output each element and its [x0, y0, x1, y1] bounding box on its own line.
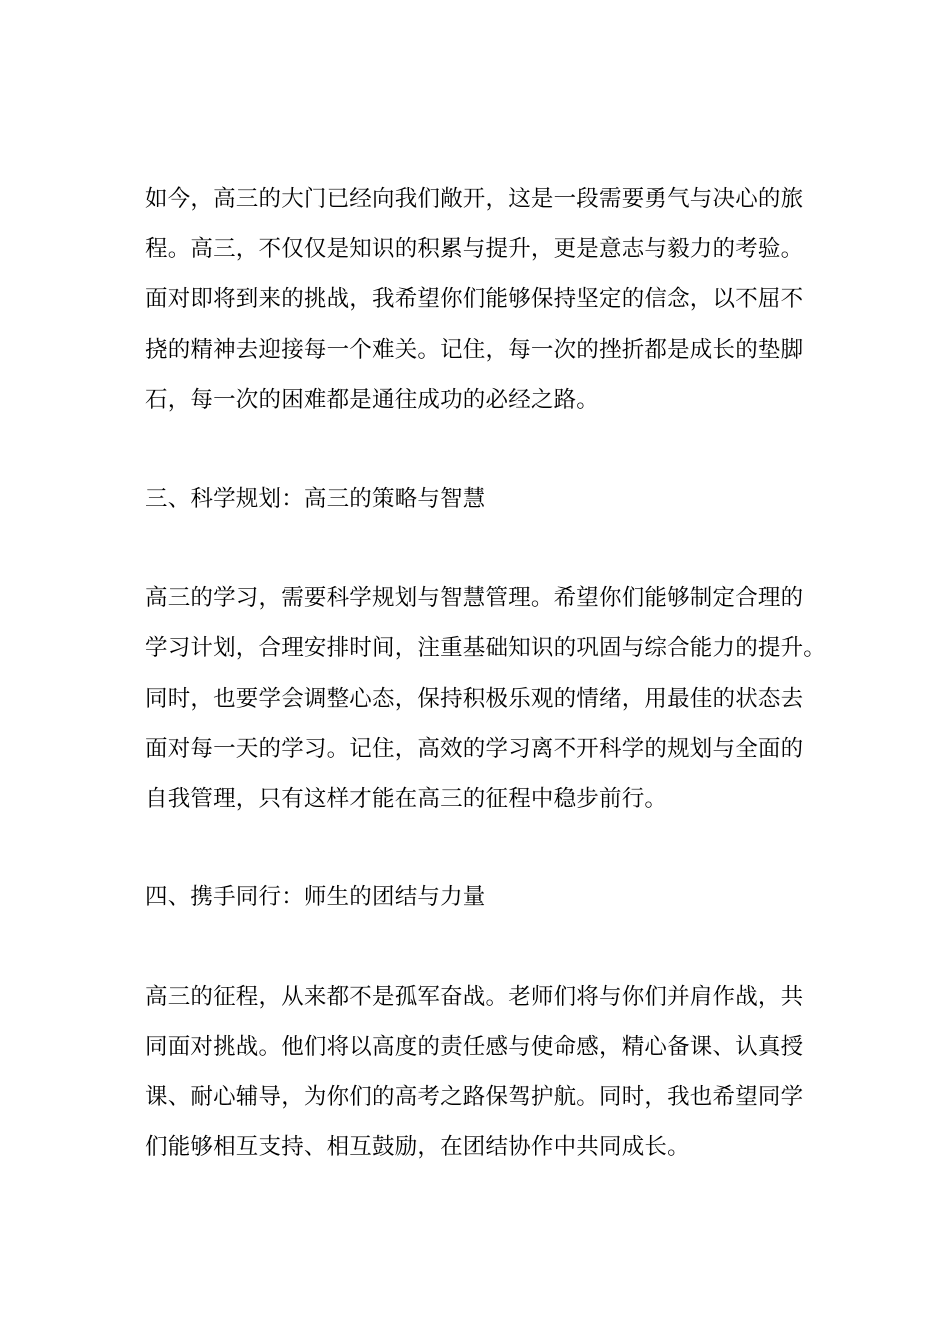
text-line: 们能够相互支持、相互鼓励，在团结协作中共同成长。 [145, 1134, 690, 1160]
text-line: 如今，高三的大门已经向我们敞开，这是一段需要勇气与决心的旅 [145, 186, 804, 212]
text-line: 课、耐心辅导，为你们的高考之路保驾护航。同时，我也希望同学 [145, 1084, 804, 1110]
section-heading-4: 四、携手同行：师生的团结与力量 [145, 884, 486, 910]
text-line: 学习计划，合理安排时间，注重基础知识的巩固与综合能力的提升。 [145, 635, 827, 661]
text-line: 面对即将到来的挑战，我希望你们能够保持坚定的信念，以不屈不 [145, 286, 804, 312]
text-line: 自我管理，只有这样才能在高三的征程中稳步前行。 [145, 786, 668, 812]
text-line: 挠的精神去迎接每一个难关。记住，每一次的挫折都是成长的垫脚 [145, 337, 804, 363]
section-heading-3: 三、科学规划：高三的策略与智慧 [145, 486, 486, 512]
text-line: 程。高三，不仅仅是知识的积累与提升，更是意志与毅力的考验。 [145, 236, 804, 262]
text-line: 高三的征程，从来都不是孤军奋战。老师们将与你们并肩作战，共 [145, 984, 804, 1010]
text-line: 高三的学习，需要科学规划与智慧管理。希望你们能够制定合理的 [145, 585, 804, 611]
text-line: 面对每一天的学习。记住，高效的学习离不开科学的规划与全面的 [145, 736, 804, 762]
text-line: 石，每一次的困难都是通往成功的必经之路。 [145, 387, 600, 413]
text-line: 同时，也要学会调整心态，保持积极乐观的情绪，用最佳的状态去 [145, 686, 804, 712]
text-line: 同面对挑战。他们将以高度的责任感与使命感，精心备课、认真授 [145, 1034, 804, 1060]
